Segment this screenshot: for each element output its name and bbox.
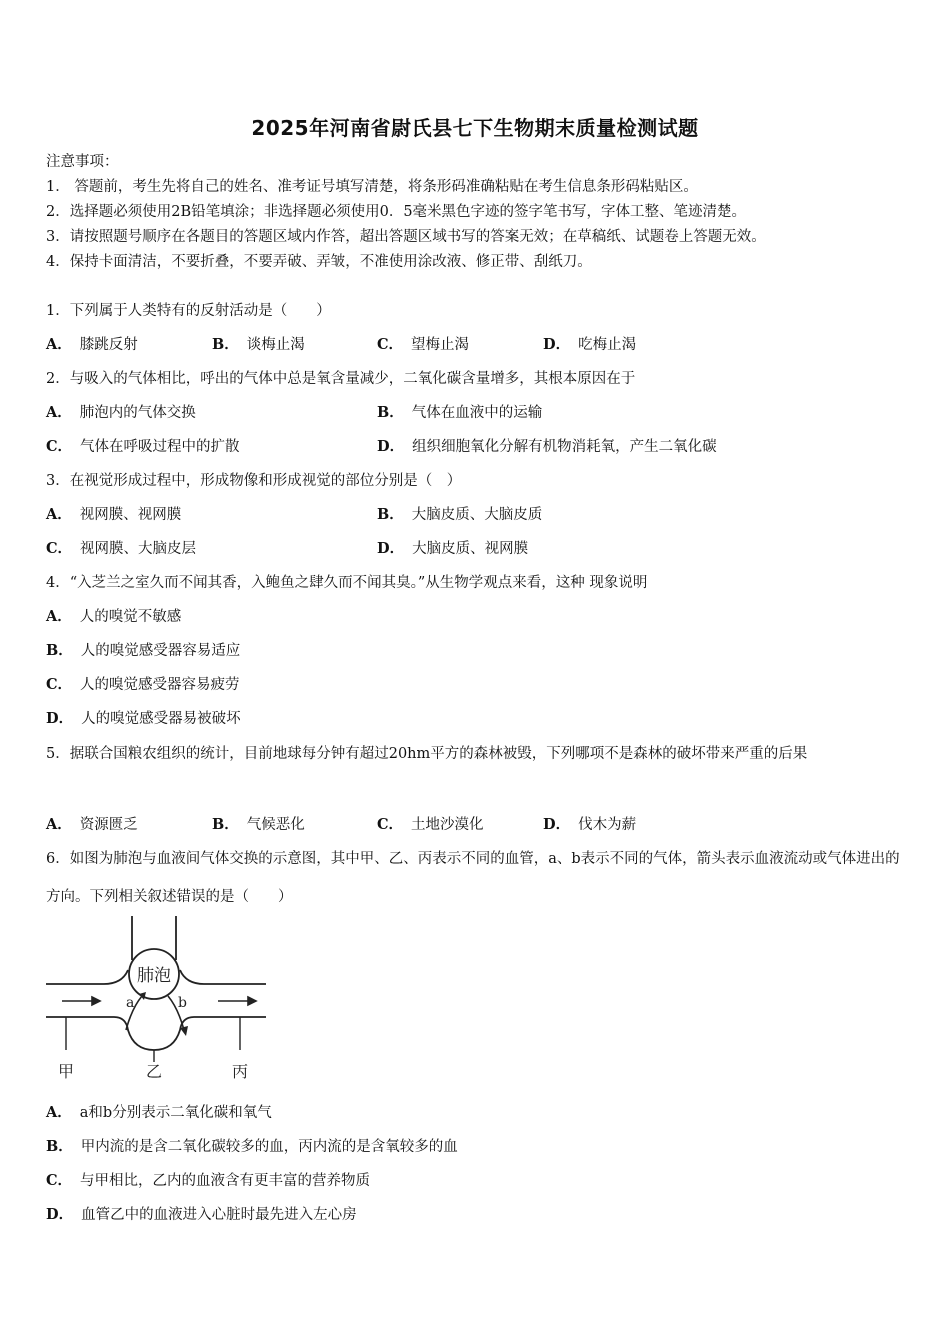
vessel-yi-label: 乙 <box>145 1062 163 1081</box>
option-text: 人的嗅觉不敏感 <box>79 609 182 625</box>
option-key: D． <box>543 336 571 353</box>
option-key: B． <box>46 1138 73 1155</box>
option-key: C． <box>377 336 404 353</box>
option-text: 资源匮乏 <box>79 817 138 833</box>
option-a[interactable] <box>46 335 138 355</box>
option-c[interactable] <box>377 335 469 355</box>
option-key: C． <box>377 816 404 833</box>
gas-b-label: b <box>178 995 187 1011</box>
option-key: A． <box>46 506 72 523</box>
option-text: 土地沙漠化 <box>411 817 484 833</box>
option-c[interactable] <box>377 815 484 835</box>
question-stem: 1．下列属于人类特有的反射活动是（ ） <box>46 303 331 319</box>
option-c[interactable] <box>46 675 240 695</box>
option-a[interactable] <box>46 505 181 525</box>
option-text: 人的嗅觉感受器容易疲劳 <box>80 677 240 693</box>
option-a[interactable] <box>46 607 181 627</box>
notice-item: 3．请按照题号顺序在各题目的答题区域内作答，超出答题区域书写的答案无效；在草稿纸、试题卷上答题无效。 <box>46 229 766 245</box>
option-key: C． <box>46 438 73 455</box>
alveolus-label: 肺泡 <box>137 966 171 986</box>
leader-lines <box>66 1017 240 1062</box>
vessel-bing-label: 丙 <box>231 1062 249 1081</box>
option-key: C． <box>46 676 73 693</box>
option-text: 血管乙中的血液进入心脏时最先进入左心房 <box>81 1207 357 1223</box>
option-key: D． <box>543 816 571 833</box>
option-key: B． <box>212 336 239 353</box>
option-key: A． <box>46 1104 72 1121</box>
option-text: 谈梅止渴 <box>246 337 305 353</box>
option-text: 望梅止渴 <box>411 337 470 353</box>
option-text: 人的嗅觉感受器易被破坏 <box>81 711 241 727</box>
option-key: C． <box>46 1172 73 1189</box>
notice-heading: 注意事项： <box>46 154 119 170</box>
option-key: A． <box>46 404 72 421</box>
option-c[interactable] <box>46 539 196 559</box>
option-key: A． <box>46 336 72 353</box>
option-key: A． <box>46 608 72 625</box>
option-key: A． <box>46 816 72 833</box>
notice-item: 4．保持卡面清洁，不要折叠，不要弄破、弄皱，不准使用涂改液、修正带、刮纸刀。 <box>46 254 592 270</box>
option-text: 与甲相比，乙内的血液含有更丰富的营养物质 <box>80 1173 371 1189</box>
vessel-jia-label: 甲 <box>57 1062 75 1081</box>
question-stem: 3．在视觉形成过程中，形成物像和形成视觉的部位分别是（ ） <box>46 473 462 489</box>
option-d[interactable] <box>543 815 636 835</box>
question-stem: 6．如图为肺泡与血液间气体交换的示意图，其中甲、乙、丙表示不同的血管，a、b表示不同的气体，箭头表示血液流动或气体进出的方向。下列相关叙述错误的是（ ） <box>46 851 900 905</box>
question-stem: 4．“入芝兰之室久而不闻其香，入鲍鱼之肆久而不闻其臭。”从生物学观点来看，这种 现象说明 <box>46 575 648 591</box>
alveolus-diagram <box>44 912 274 1087</box>
option-b[interactable] <box>377 505 542 525</box>
option-text: 气体在血液中的运输 <box>411 405 543 421</box>
option-b[interactable] <box>46 1137 458 1157</box>
option-text: 视网膜、大脑皮层 <box>80 541 197 557</box>
option-key: B． <box>377 506 404 523</box>
question-stem: 2．与吸入的气体相比，呼出的气体中总是氧含量减少，二氧化碳含量增多，其根本原因在于 <box>46 371 636 387</box>
option-text: 膝跳反射 <box>79 337 138 353</box>
option-key: B． <box>46 642 73 659</box>
option-a[interactable] <box>46 1103 272 1123</box>
option-key: D． <box>377 540 405 557</box>
option-text: 甲内流的是含二氧化碳较多的血，丙内流的是含氧较多的血 <box>80 1139 458 1155</box>
option-a[interactable] <box>46 815 138 835</box>
notice-item: 1． 答题前，考生先将自己的姓名、准考证号填写清楚，将条形码准确粘贴在考生信息条形码粘贴区。 <box>46 179 698 195</box>
option-text: 视网膜、视网膜 <box>79 507 182 523</box>
option-b[interactable] <box>212 335 305 355</box>
option-text: 肺泡内的气体交换 <box>79 405 196 421</box>
option-a[interactable] <box>46 403 196 423</box>
gas-a-label: a <box>126 995 135 1011</box>
option-text: 气体在呼吸过程中的扩散 <box>80 439 240 455</box>
option-c[interactable] <box>46 1171 370 1191</box>
option-b[interactable] <box>377 403 542 423</box>
option-text: 气候恶化 <box>246 817 305 833</box>
notice-item: 2．选择题必须使用2B铅笔填涂；非选择题必须使用0．5毫米黑色字迹的签字笔书写，字体工整、笔迹清楚。 <box>46 204 747 220</box>
option-key: B． <box>377 404 404 421</box>
option-text: 大脑皮质、视网膜 <box>412 541 529 557</box>
option-key: C． <box>46 540 73 557</box>
option-text: 人的嗅觉感受器容易适应 <box>80 643 241 659</box>
page-title: 2025年河南省尉氏县七下生物期末质量检测试题 <box>251 116 699 140</box>
option-key: D． <box>46 710 74 727</box>
option-d[interactable] <box>377 539 528 559</box>
option-key: B． <box>212 816 239 833</box>
option-text: 组织细胞氧化分解有机物消耗氧，产生二氧化碳 <box>412 439 717 455</box>
gas-arrows <box>126 996 184 1030</box>
option-b[interactable] <box>212 815 305 835</box>
option-d[interactable] <box>46 1205 357 1225</box>
option-d[interactable] <box>377 437 717 457</box>
option-text: 大脑皮质、大脑皮质 <box>411 507 543 523</box>
option-b[interactable] <box>46 641 240 661</box>
option-d[interactable] <box>543 335 636 355</box>
question-stem: 5．据联合国粮农组织的统计，目前地球每分钟有超过20hm平方的森林被毁，下列哪项不是森林的破坏带来严重的后果 <box>46 746 808 762</box>
option-text: 吃梅止渴 <box>578 337 637 353</box>
option-c[interactable] <box>46 437 240 457</box>
option-key: D． <box>46 1206 74 1223</box>
option-d[interactable] <box>46 709 241 729</box>
option-text: a和b分别表示二氧化碳和氧气 <box>79 1105 272 1121</box>
option-text: 伐木为薪 <box>578 817 637 833</box>
option-key: D． <box>377 438 405 455</box>
